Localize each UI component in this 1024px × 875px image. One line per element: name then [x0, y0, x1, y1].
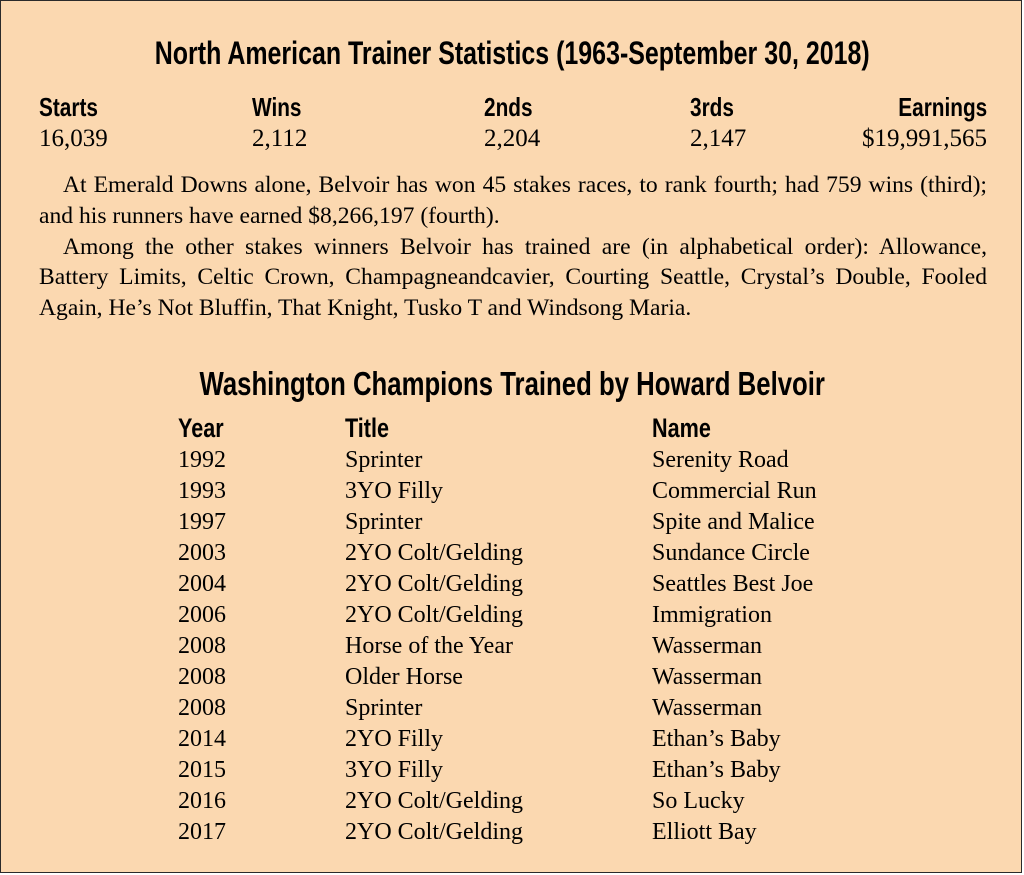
paragraph-stakes-winners: Among the other stakes winners Belvoir has trained are (in alphabetical order): Allowance, Battery Limits, Celtic Crown, Champagneandcavier, Courting Seattle, Crystal’s Double, Fooled Again, He’s Not Bluffin, That Knight, Tusko T and Windsong Maria.: [39, 233, 987, 322]
cell-title: Horse of the Year: [345, 633, 513, 659]
stats-header-2nds: 2nds: [484, 92, 533, 122]
cell-name: Spite and Malice: [652, 509, 815, 535]
stats-header-3rds: 3rds: [690, 92, 734, 122]
stats-value-earnings: $19,991,565: [862, 125, 987, 152]
cell-year: 1993: [178, 478, 226, 504]
cell-title: 2YO Colt/Gelding: [345, 602, 523, 628]
table-row: [1, 447, 1023, 478]
table-body: [1, 447, 1023, 850]
cell-year: 2015: [178, 757, 226, 783]
cell-year: 1992: [178, 447, 226, 473]
table-header-row: [1, 413, 1023, 447]
cell-title: 2YO Filly: [345, 726, 444, 752]
cell-year: 2003: [178, 540, 226, 566]
stats-header-earnings: Earnings: [898, 92, 987, 122]
stats-value-2nds: 2,204: [484, 125, 541, 152]
stats-header-wins: Wins: [252, 92, 302, 122]
cell-title: Sprinter: [345, 509, 423, 535]
cell-name: Sundance Circle: [652, 540, 810, 566]
table-row: [1, 571, 1023, 602]
table-row: [1, 478, 1023, 509]
column-header-year: Year: [178, 413, 224, 443]
cell-year: 2008: [178, 695, 226, 721]
champions-table: [1, 413, 1023, 850]
table-row: [1, 509, 1023, 540]
table-row: [1, 757, 1023, 788]
cell-name: Elliott Bay: [652, 819, 757, 845]
cell-name: Seattles Best Joe: [652, 571, 814, 597]
cell-name: Wasserman: [652, 664, 763, 690]
table-row: [1, 695, 1023, 726]
cell-title: Older Horse: [345, 664, 463, 690]
cell-name: Wasserman: [652, 633, 763, 659]
stats-header-row: [39, 92, 987, 122]
cell-year: 2016: [178, 788, 226, 814]
cell-title: 2YO Colt/Gelding: [345, 540, 523, 566]
cell-name: So Lucky: [652, 788, 745, 814]
table-row: [1, 788, 1023, 819]
column-header-title: Title: [345, 413, 390, 443]
cell-name: Ethan’s Baby: [652, 726, 781, 752]
table-row: [1, 819, 1023, 850]
cell-title: 2YO Colt/Gelding: [345, 571, 523, 597]
stats-value-3rds: 2,147: [690, 125, 747, 152]
cell-year: 2006: [178, 602, 226, 628]
cell-name: Wasserman: [652, 695, 763, 721]
stats-value-starts: 16,039: [39, 125, 108, 152]
cell-name: Immigration: [652, 602, 772, 628]
cell-title: Sprinter: [345, 447, 423, 473]
table-row: [1, 726, 1023, 757]
cell-title: 2YO Colt/Gelding: [345, 819, 523, 845]
table-row: [1, 633, 1023, 664]
cell-year: 2008: [178, 664, 226, 690]
cell-name: Serenity Road: [652, 447, 789, 473]
cell-title: 3YO Filly: [345, 478, 444, 504]
stats-value-wins: 2,112: [252, 125, 308, 152]
cell-year: 2014: [178, 726, 226, 752]
cell-title: 3YO Filly: [345, 757, 444, 783]
cell-title: 2YO Colt/Gelding: [345, 788, 523, 814]
cell-year: 1997: [178, 509, 226, 535]
table-row: [1, 664, 1023, 695]
stats-value-row: [39, 125, 987, 155]
table-row: [1, 540, 1023, 571]
cell-year: 2008: [178, 633, 226, 659]
cell-year: 2017: [178, 819, 226, 845]
stats-header-starts: Starts: [39, 92, 98, 122]
champions-title: Washington Champions Trained by Howard Belvoir: [199, 365, 825, 402]
paragraph-emerald-downs: At Emerald Downs alone, Belvoir has won 45 stakes races, to rank fourth; had 759 wins (third); and his runners have earned $8,266,197 (fourth).: [39, 172, 987, 229]
body-text: [39, 170, 987, 324]
cell-name: Commercial Run: [652, 478, 817, 504]
cell-title: Sprinter: [345, 695, 423, 721]
column-header-name: Name: [652, 413, 711, 443]
cell-name: Ethan’s Baby: [652, 757, 781, 783]
table-row: [1, 602, 1023, 633]
page-title: North American Trainer Statistics (1963-September 30, 2018): [154, 35, 870, 71]
cell-year: 2004: [178, 571, 226, 597]
